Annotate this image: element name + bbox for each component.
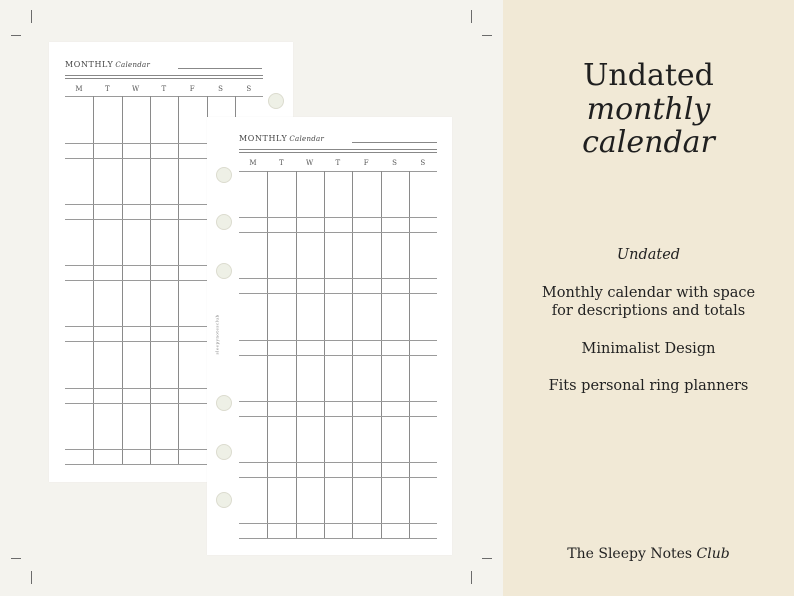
weekday-label: T xyxy=(335,159,341,167)
header-subtitle: Calendar xyxy=(289,135,325,143)
grid-row-line xyxy=(239,217,437,218)
title-line-1: Undated xyxy=(583,58,714,93)
grid-row-line xyxy=(239,401,437,402)
feature-undated: Undated xyxy=(616,247,681,263)
header-title: MONTHLY xyxy=(65,60,114,69)
weekday-label: T xyxy=(104,85,110,93)
grid-line xyxy=(239,171,437,172)
ring-hole xyxy=(216,167,232,183)
spine-label: sleepynotesclub xyxy=(214,314,220,355)
header-line xyxy=(352,142,437,143)
crop-mark xyxy=(31,571,32,584)
grid-row-line xyxy=(239,232,437,233)
title-line-2: monthly xyxy=(586,92,711,127)
weekday-label: T xyxy=(161,85,167,93)
feature-design: Minimalist Design xyxy=(581,341,716,357)
ring-hole xyxy=(216,214,232,230)
brand-suffix: Club xyxy=(696,546,730,562)
feature-description-line-1: Monthly calendar with space xyxy=(541,285,756,301)
weekday-label: W xyxy=(305,159,314,167)
ring-hole xyxy=(216,444,232,460)
weekday-label: F xyxy=(363,159,369,167)
divider xyxy=(239,152,437,153)
ring-hole xyxy=(216,263,232,279)
grid-row-line xyxy=(239,462,437,463)
grid-row-line xyxy=(239,538,437,539)
feature-fit: Fits personal ring planners xyxy=(548,378,749,394)
header-subtitle: Calendar xyxy=(115,61,151,69)
weekday-label: S xyxy=(246,85,252,93)
header-line xyxy=(178,68,262,69)
title-line-3: calendar xyxy=(582,125,715,160)
crop-mark xyxy=(482,35,492,36)
crop-mark xyxy=(31,10,32,23)
brand-prefix: The Sleepy Notes xyxy=(567,546,693,562)
brand-name xyxy=(503,546,794,562)
page-front-header xyxy=(239,134,324,143)
ring-hole xyxy=(268,93,284,109)
weekday-label: M xyxy=(75,85,83,93)
planner-page-front xyxy=(207,117,452,555)
crop-mark xyxy=(471,10,472,23)
grid-row-line xyxy=(239,416,437,417)
weekday-label: T xyxy=(278,159,284,167)
divider xyxy=(239,149,437,150)
grid-row-line xyxy=(239,355,437,356)
grid-line xyxy=(65,96,263,97)
crop-mark xyxy=(471,571,472,584)
ring-hole xyxy=(216,492,232,508)
page-back-header xyxy=(65,60,150,69)
weekday-label: S xyxy=(218,85,223,93)
weekday-label: S xyxy=(420,159,426,167)
feature-description-line-2: for descriptions and totals xyxy=(551,303,746,319)
grid-row-line xyxy=(239,477,437,478)
weekday-label: W xyxy=(131,85,140,93)
ring-hole xyxy=(216,395,232,411)
crop-mark xyxy=(482,558,492,559)
divider xyxy=(65,75,263,76)
crop-mark xyxy=(11,558,21,559)
weekday-label: M xyxy=(249,159,257,167)
crop-mark xyxy=(11,35,21,36)
weekday-label: F xyxy=(189,85,195,93)
weekday-label: S xyxy=(392,159,397,167)
grid-row-line xyxy=(239,523,437,524)
grid-row-line xyxy=(239,293,437,294)
divider xyxy=(65,78,263,79)
grid-row-line xyxy=(239,278,437,279)
grid-row-line xyxy=(239,340,437,341)
header-title: MONTHLY xyxy=(239,134,288,143)
